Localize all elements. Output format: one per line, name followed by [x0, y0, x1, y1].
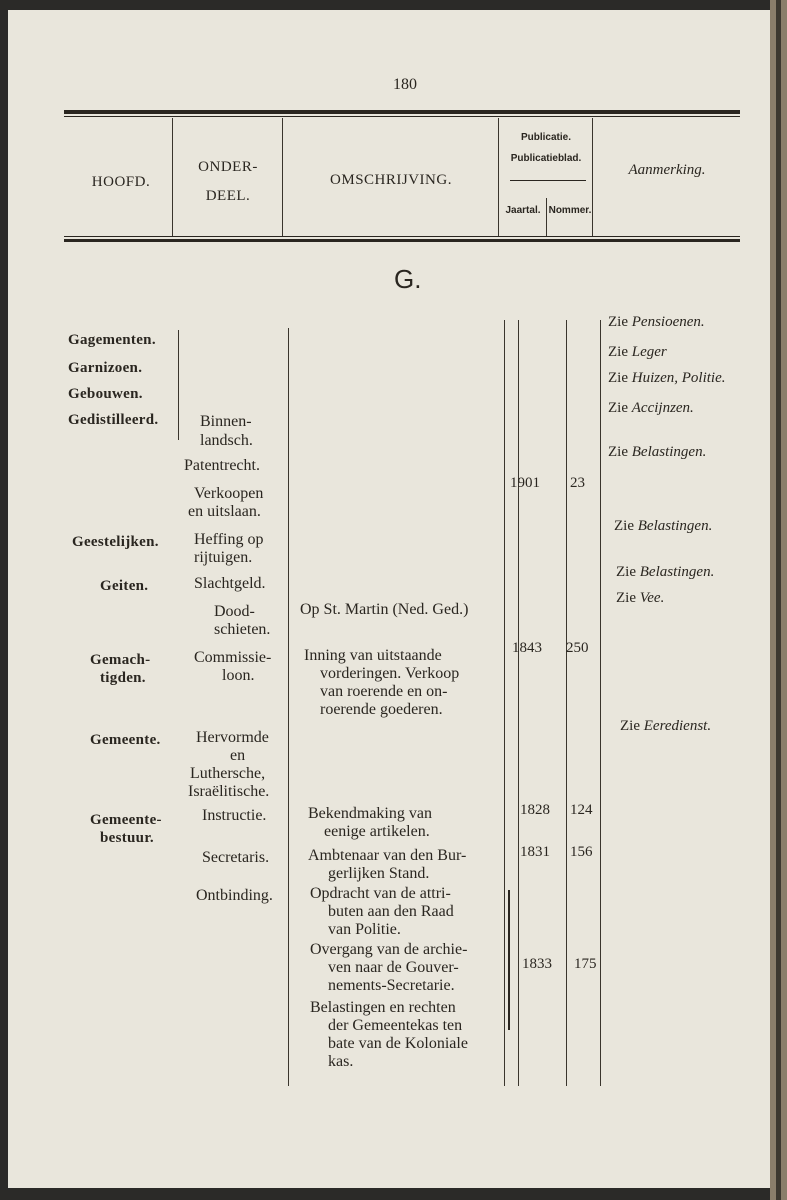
row-secretaris-onderdeel: Secretaris. [202, 849, 270, 866]
ontbinding-brace [508, 890, 510, 1030]
row-gemachtigden-omschrijving-1: Inning van uitstaande [304, 647, 442, 664]
row-geestelijken-aanmerking: Zie Belastingen. [614, 518, 713, 534]
row-ontbinding-omschrijving-b-2: ven naar de Gouver- [328, 959, 459, 976]
row-gemeentebestuur-hoofd-2: bestuur. [100, 830, 154, 846]
row-gemeente-onderdeel-2: en [230, 747, 246, 764]
header-onderdeel-2: DEEL. [205, 188, 251, 204]
row-gemachtigden-nommer: 250 [566, 640, 589, 656]
row-gedistilleerd-hoofd: Gedistilleerd. [68, 412, 159, 428]
row-secretaris-omschrijving-2: gerlijken Stand. [328, 865, 430, 882]
row-gebouwen-aanmerking: Zie Huizen, Politie. [608, 370, 726, 386]
body-sep-jaartal-left [518, 320, 519, 1086]
header-hoofd: HOOFD. [91, 174, 151, 190]
row-patentrecht-onderdeel: Patentrecht. [184, 457, 260, 474]
row-gemeente-hoofd: Gemeente. [90, 732, 161, 748]
row-ontbinding-nommer: 175 [574, 956, 597, 972]
row-gagementen-aanmerking: Zie Pensioenen. [608, 314, 705, 330]
row-garnizoen-hoofd: Garnizoen. [68, 360, 143, 376]
body-sep-onderdeel [288, 328, 289, 1086]
header-onderdeel-1: ONDER- [198, 159, 258, 175]
row-gedistilleerd-aanmerking: Zie Accijnzen. [608, 400, 694, 416]
row-instructie-jaartal: 1828 [520, 802, 550, 818]
row-gemeente-onderdeel-1: Hervormde [196, 729, 269, 746]
row-doodschieten-omschrijving: Op St. Martin (Ned. Ged.) [300, 601, 469, 618]
page-edge-shadow [776, 0, 781, 1200]
row-secretaris-nommer: 156 [570, 844, 593, 860]
row-ontbinding-omschrijving-a-1: Opdracht van de attri- [310, 885, 451, 902]
row-gemachtigden-omschrijving-4: roerende goederen. [320, 701, 443, 718]
body-sep-omschrijving [504, 320, 505, 1086]
row-instructie-onderdeel: Instructie. [202, 807, 267, 824]
row-verkoopen-onderdeel-1: Verkoopen [194, 485, 264, 502]
row-gedistilleerd-onderdeel-2: landsch. [200, 432, 253, 449]
header-bottom-rule [64, 239, 740, 242]
header-aanmerking: Aanmerking. [628, 162, 706, 178]
page-number: 180 [393, 76, 417, 93]
header-publicatieblad: Publicatieblad. [510, 153, 582, 164]
row-gemeentebestuur-hoofd-1: Gemeente- [90, 812, 162, 828]
row-ontbinding-omschrijving-b-1: Overgang van de archie- [310, 941, 468, 958]
row-gemachtigden-hoofd-1: Gemach- [90, 652, 151, 668]
header-top-rule [64, 110, 740, 114]
header-top-rule-thin [64, 116, 740, 117]
row-secretaris-jaartal: 1831 [520, 844, 550, 860]
row-ontbinding-jaartal: 1833 [522, 956, 552, 972]
row-ontbinding-omschrijving-a-2: buten aan den Raad [328, 903, 454, 920]
row-ontbinding-omschrijving-c-2: der Gemeentekas ten [328, 1017, 463, 1034]
row-gebouwen-hoofd: Gebouwen. [68, 386, 143, 402]
row-doodschieten-onderdeel-2: schieten. [214, 621, 271, 638]
row-gemeente-aanmerking: Zie Eeredienst. [620, 718, 712, 734]
row-ontbinding-omschrijving-c-3: bate van de Koloniale [328, 1035, 468, 1052]
body-sep-hoofd [178, 330, 179, 440]
row-geestelijken-onderdeel-1: Heffing op [194, 531, 264, 548]
row-ontbinding-omschrijving-a-3: van Politie. [328, 921, 401, 938]
row-gemachtigden-onderdeel-2: loon. [222, 667, 255, 684]
row-garnizoen-aanmerking: Zie Leger [608, 344, 667, 360]
row-gemachtigden-hoofd-2: tigden. [100, 670, 146, 686]
row-verkoopen-nommer: 23 [570, 475, 585, 491]
row-gedistilleerd-onderdeel-1: Binnen- [200, 413, 252, 430]
row-verkoopen-onderdeel-2: en uitslaan. [188, 503, 261, 520]
body-sep-nommer [566, 320, 567, 1086]
document-page [8, 10, 770, 1188]
row-instructie-omschrijving-1: Bekendmaking van [308, 805, 432, 822]
row-patentrecht-aanmerking: Zie Belastingen. [608, 444, 707, 460]
header-sep-4 [592, 118, 593, 236]
row-doodschieten-onderdeel-1: Dood- [214, 603, 255, 620]
row-geestelijken-onderdeel-2: rijtuigen. [194, 549, 253, 566]
row-geiten-aanmerking-2: Zie Vee. [616, 590, 665, 606]
row-gemachtigden-omschrijving-2: vorderingen. Verkoop [320, 665, 460, 682]
row-gemachtigden-omschrijving-3: van roerende en on- [320, 683, 448, 700]
row-gemeente-onderdeel-4: Israëlitische. [188, 783, 270, 800]
publicatie-brace [510, 180, 586, 181]
row-instructie-nommer: 124 [570, 802, 593, 818]
row-verkoopen-jaartal: 1901 [510, 475, 540, 491]
row-gemachtigden-jaartal: 1843 [512, 640, 542, 656]
row-geestelijken-hoofd: Geestelijken. [72, 534, 159, 550]
row-geiten-onderdeel: Slachtgeld. [194, 575, 266, 592]
body-sep-aanmerking [600, 320, 601, 1086]
row-ontbinding-onderdeel: Ontbinding. [196, 887, 273, 904]
row-geiten-hoofd: Geiten. [100, 578, 149, 594]
row-gagementen-hoofd: Gagementen. [68, 332, 156, 348]
row-ontbinding-omschrijving-c-1: Belastingen en rechten [310, 999, 456, 1016]
row-geiten-aanmerking: Zie Belastingen. [616, 564, 715, 580]
row-ontbinding-omschrijving-c-4: kas. [328, 1053, 354, 1070]
row-ontbinding-omschrijving-b-3: nements-Secretarie. [328, 977, 455, 994]
header-bottom-rule-thin [64, 236, 740, 237]
header-sep-pub [546, 198, 547, 236]
header-nommer: Nommer. [548, 205, 592, 216]
header-sep-1 [172, 118, 173, 236]
row-instructie-omschrijving-2: eenige artikelen. [324, 823, 430, 840]
header-publicatie: Publicatie. [520, 132, 571, 143]
row-gemeente-onderdeel-3: Luthersche, [190, 765, 266, 782]
row-secretaris-omschrijving-1: Ambtenaar van den Bur- [308, 847, 467, 864]
section-letter: G. [394, 264, 422, 294]
header-omschrijving: OMSCHRIJVING. [330, 172, 452, 188]
header-sep-2 [282, 118, 283, 236]
row-gemachtigden-onderdeel-1: Commissie- [194, 649, 272, 666]
header-sep-3 [498, 118, 499, 236]
header-jaartal: Jaartal. [505, 205, 541, 216]
